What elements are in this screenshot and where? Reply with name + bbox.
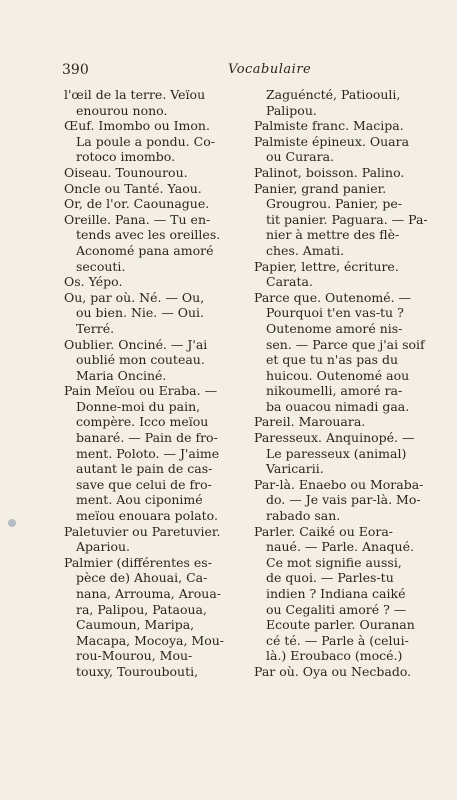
- left-column-line: oublié mon couteau.: [76, 352, 205, 368]
- right-column-line: tit panier. Paguara. — Pa-: [266, 211, 428, 227]
- right-column-line: ou Cegaliti amoré ? —: [266, 601, 407, 617]
- right-column-line: ba ouacou nimadi gaa.: [266, 398, 410, 414]
- left-column-line: Macapa, Mocoya, Mou-: [76, 632, 225, 648]
- left-column-line: Caumoun, Maripa,: [76, 617, 195, 633]
- right-column-line: nier à mettre des flè-: [266, 227, 400, 243]
- right-column-line: Parler. Caiké ou Eora-: [254, 523, 394, 539]
- right-column-line: ou Curara.: [266, 149, 334, 165]
- right-column-line: Carata.: [266, 274, 313, 290]
- right-column-line: nikoumelli, amoré ra-: [266, 383, 403, 399]
- left-column-line: Oiseau. Tounourou.: [64, 164, 188, 180]
- right-column-line: cé té. — Parle à (celui-: [266, 632, 409, 648]
- right-column-line: Ecoute parler. Ouranan: [266, 617, 415, 633]
- right-column-line: Varicarii.: [266, 461, 324, 477]
- right-column-line: Outenome amoré nis-: [266, 320, 403, 336]
- left-column-line: meïou enouara polato.: [76, 508, 218, 524]
- left-column: [64, 87, 240, 680]
- left-column-line: Pain Meïou ou Eraba. —: [64, 383, 218, 399]
- left-column-line: l'œil de la terre. Veïou: [64, 87, 206, 102]
- right-column-line: de quoi. — Parles-tu: [266, 570, 394, 586]
- right-column-line: rabado san.: [266, 508, 341, 524]
- ink-blot: [8, 519, 16, 527]
- left-column-line: nana, Arrouma, Aroua-: [76, 586, 222, 601]
- right-column: [254, 87, 434, 680]
- right-column-line: Palmiste épineux. Ouara: [254, 133, 410, 149]
- left-column-line: Oublier. Onciné. — J'ai: [64, 336, 208, 352]
- right-column-line: Grougrou. Panier, pe-: [266, 196, 402, 212]
- left-column-line: Maria Onciné.: [76, 367, 167, 383]
- left-column-line: Terré.: [76, 320, 115, 336]
- right-column-line: do. — Je vais par-là. Mo-: [266, 492, 421, 508]
- left-column-line: Donne-moi du pain,: [76, 398, 201, 414]
- left-column-line: pèce de) Ahouai, Ca-: [76, 570, 208, 586]
- right-column-line: Zaguéncté, Patioouli,: [266, 87, 401, 102]
- left-column-line: autant le pain de cas-: [76, 461, 213, 477]
- left-column-line: Palmier (différentes es-: [64, 554, 212, 570]
- left-column-line: Aconomé pana amoré: [76, 242, 214, 258]
- left-column-line: Paletuvier ou Paretuvier.: [64, 523, 221, 539]
- right-column-line: indien ? Indiana caiké: [266, 586, 406, 601]
- left-column-line: La poule a pondu. Co-: [76, 133, 215, 149]
- right-column-line: ches. Amati.: [266, 242, 345, 258]
- left-column-line: rou-Mourou, Mou-: [76, 648, 193, 664]
- right-column-line: Ce mot signifie aussi,: [266, 554, 402, 570]
- right-column-line: huicou. Outenomé aou: [266, 367, 410, 383]
- right-column-line: naué. — Parle. Anaqué.: [266, 539, 414, 555]
- page-number: 390: [62, 62, 89, 78]
- right-column-line: Le paresseux (animal): [266, 445, 407, 461]
- running-head: Vocabulaire: [228, 62, 312, 77]
- left-column-line: compère. Icco meïou: [76, 414, 209, 430]
- right-column-line: Par où. Oya ou Necbado.: [254, 663, 412, 679]
- left-column-line: secouti.: [76, 258, 126, 274]
- right-column-line: Papier, lettre, écriture.: [254, 258, 399, 274]
- right-column-line: et que tu n'as pas du: [266, 352, 399, 368]
- page-header: [62, 62, 412, 82]
- left-column-line: ment. Poloto. — J'aime: [76, 445, 220, 461]
- right-column-line: là.) Eroubaco (mocé.): [266, 648, 403, 664]
- left-column-line: Oncle ou Tanté. Yaou.: [64, 180, 202, 196]
- left-column-line: tends avec les oreilles.: [76, 227, 221, 243]
- right-column-line: sen. — Parce que j'ai soif: [266, 336, 425, 352]
- right-column-line: Paresseux. Anquinopé. —: [254, 430, 415, 446]
- right-column-line: Pourquoi t'en vas-tu ?: [266, 305, 404, 321]
- left-column-line: ou bien. Nie. — Oui.: [76, 305, 204, 321]
- right-column-line: Pareil. Marouara.: [254, 414, 366, 430]
- right-column-line: Parce que. Outenomé. —: [254, 289, 412, 305]
- left-column-line: rotoco imombo.: [76, 149, 176, 165]
- left-column-line: enourou nono.: [76, 102, 168, 118]
- left-column-line: touxy, Touroubouti,: [76, 663, 199, 679]
- left-column-line: Os. Yépo.: [64, 274, 123, 290]
- left-column-line: Or, de l'or. Caounague.: [64, 196, 210, 212]
- left-column-line: ment. Aou ciponimé: [76, 492, 203, 508]
- right-column-line: Palipou.: [266, 102, 317, 118]
- left-column-line: Oreille. Pana. — Tu en-: [64, 211, 211, 227]
- right-column-line: Palinot, boisson. Palino.: [254, 164, 405, 180]
- left-column-line: ra, Palipou, Pataoua,: [76, 601, 207, 617]
- right-column-line: Panier, grand panier.: [254, 180, 387, 196]
- left-column-line: Apariou.: [76, 539, 131, 555]
- left-column-line: save que celui de fro-: [76, 476, 212, 492]
- left-column-line: banaré. — Pain de fro-: [76, 430, 218, 446]
- left-column-line: Œuf. Imombo ou Imon.: [64, 118, 210, 134]
- right-column-line: Par-là. Enaebo ou Moraba-: [254, 476, 424, 492]
- right-column-line: Palmiste franc. Macipa.: [254, 118, 404, 134]
- left-column-line: Ou, par où. Né. — Ou,: [64, 289, 205, 305]
